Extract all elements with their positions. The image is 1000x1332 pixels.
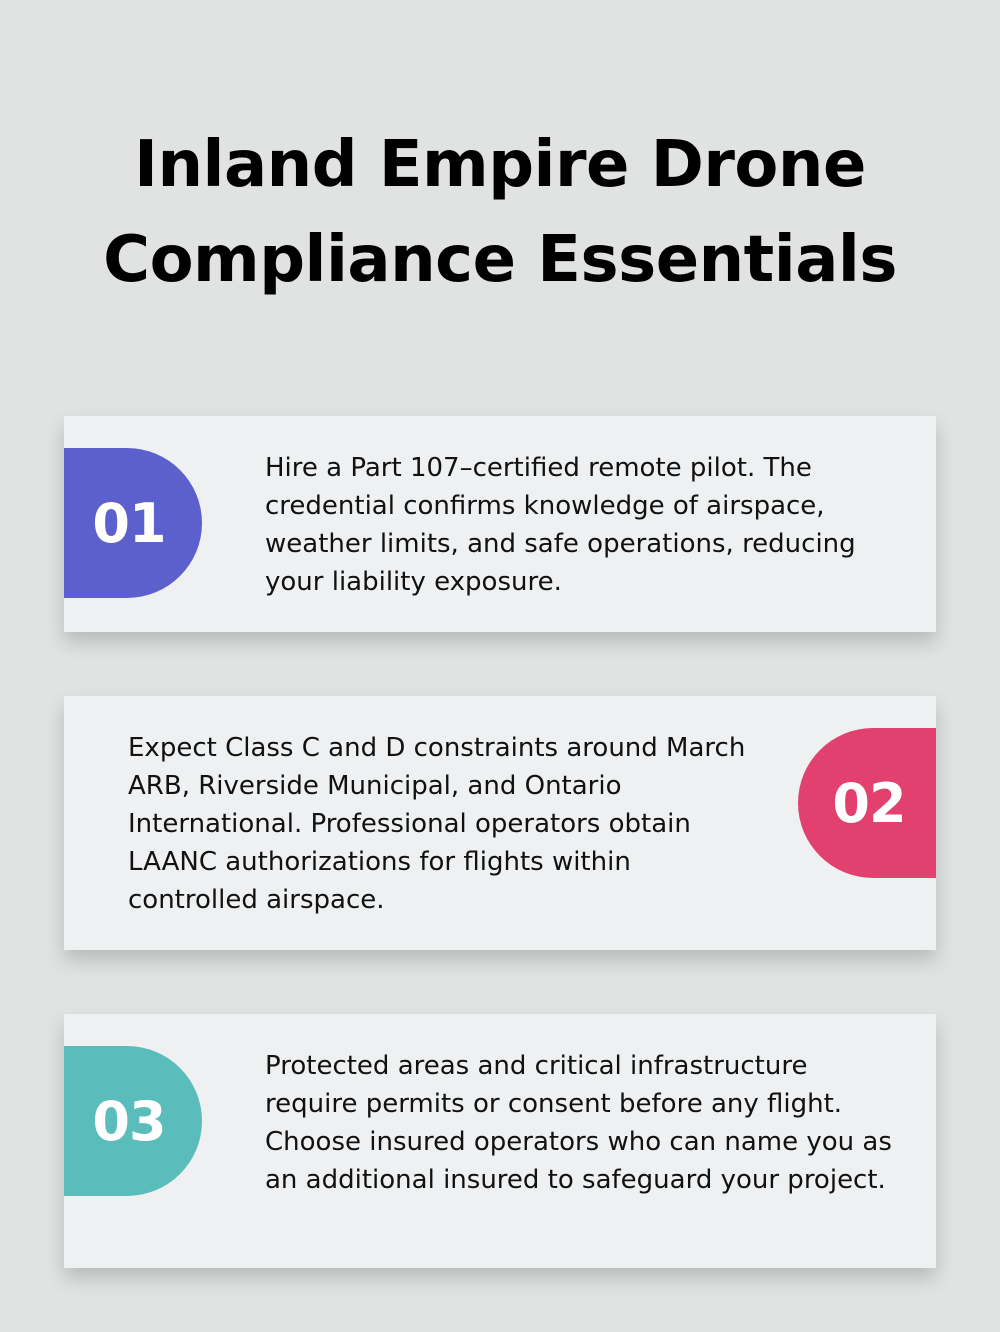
step-number-badge-2: 02 (798, 728, 936, 878)
step-card-1 (64, 416, 936, 632)
step-number-badge-3: 03 (64, 1046, 202, 1196)
step-number-badge-1: 01 (64, 448, 202, 598)
step-card-3 (64, 1014, 936, 1268)
step-card-2 (64, 696, 936, 950)
page-title: Inland Empire Drone Compliance Essentials (103, 128, 897, 297)
step-text-2: Expect Class C and D constraints around March ARB, Riverside Municipal, and Ontario International. Professional operators obtain LAANC authorizations for flights within controlled airspace. (128, 733, 746, 915)
step-text-3: Protected areas and critical infrastructure require permits or consent before any flight. Choose insured operators who can name you as an additional insured to safeguard your project. (265, 1051, 892, 1195)
step-text-1: Hire a Part 107–certified remote pilot. The credential confirms knowledge of airspace, weather limits, and safe operations, reducing your liability exposure. (265, 453, 856, 597)
